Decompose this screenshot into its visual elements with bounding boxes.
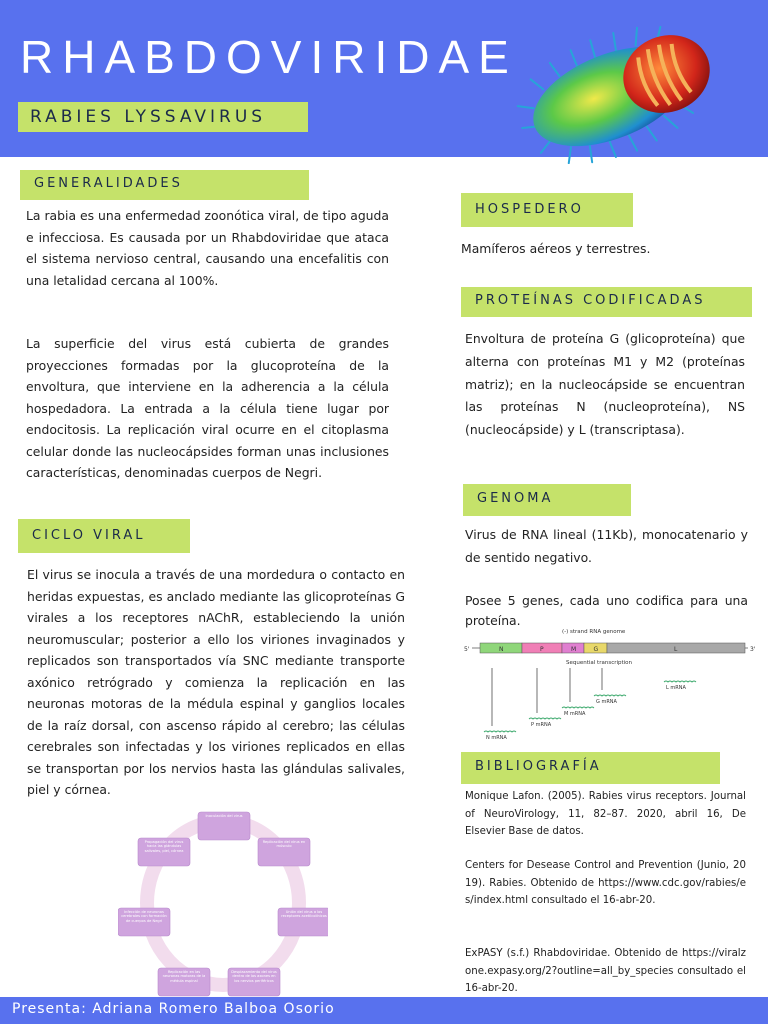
cycle-step-label: Infección de neuronas cerebrales con formación de cuerpos de Negri — [121, 910, 167, 923]
bibliography-entry-2: Centers for Desease Control and Prevention (Junio, 2019). Rabies. Obtenido de https://www.cdc.gov/rabies/es/index.html consultado el 16-abr-20. — [465, 860, 746, 906]
genoma-paragraph-2: Posee 5 genes, cada uno codifica para una proteína. — [465, 593, 748, 628]
section-label-proteinas — [461, 287, 752, 317]
section-title: HOSPEDERO — [475, 202, 584, 217]
mrna-label: N mRNA — [486, 735, 507, 741]
cycle-step-label: Replicación del virus en músculo — [262, 840, 306, 849]
strand-label: (-) strand RNA genome — [562, 629, 626, 635]
section-label-bibliografia — [461, 752, 720, 784]
section-title: GENERALIDADES — [34, 176, 183, 191]
gene-label-g: G — [593, 646, 599, 653]
rabies-virus-illustration — [510, 14, 735, 164]
cycle-step-label: Replicación en las neuronas motoras de la médula espinal — [162, 970, 206, 983]
gene-label-p: P — [540, 646, 544, 653]
mrna-strand — [484, 731, 516, 732]
section-title: CICLO VIRAL — [32, 528, 146, 543]
generalidades-paragraph-1: La rabia es una enfermedad zoonótica viral, de tipo aguda e infecciosa. Es causada por un Rhabdoviridae que ataca el sistema nervioso central, causando una encefalitis con una letalidad cercana al 100%. — [26, 208, 389, 288]
gene-label-m: M — [571, 646, 577, 653]
section-title: GENOMA — [477, 491, 554, 506]
proteinas-paragraph: Envoltura de proteína G (glicoproteína) que alterna con proteínas M1 y M2 (proteínas matriz); en la nucleocápside se encuentran las proteínas N (nucleoproteína), NS (nucleocápside) y L (transcriptasa). — [465, 331, 745, 438]
cycle-step-label: Inoculación del virus — [205, 814, 243, 818]
page-subtitle: RABIES LYSSAVIRUS — [30, 107, 267, 127]
three-prime-label: 3' — [750, 646, 756, 653]
mrna-strand — [594, 695, 626, 696]
cycle-step-label: Propagación del virus hacia las glándulas salivales, piel, córnea — [144, 840, 184, 853]
mrna-label: P mRNA — [531, 722, 552, 728]
section-title: PROTEÍNAS CODIFICADAS — [475, 293, 706, 308]
page-title: RHABDOVIRIDAE — [20, 31, 518, 83]
viral-cycle-diagram — [118, 808, 328, 998]
five-prime-label: 5' — [464, 646, 470, 653]
section-label-genoma — [463, 484, 631, 516]
genome-diagram — [462, 624, 762, 754]
mrna-label: L mRNA — [666, 685, 686, 691]
cycle-step-label: Unión del virus a los receptores acetilcolínicos — [281, 910, 327, 919]
subtitle-label-box — [18, 102, 308, 132]
bibliography-entry-1: Monique Lafon. (2005). Rabies virus receptors. Journal of NeuroVirology, 11, 82–87. 2020, abril 16, De Elsevier Base de datos. — [465, 791, 746, 837]
section-title: BIBLIOGRAFÍA — [475, 759, 602, 774]
bibliography-entry-3: ExPASY (s.f.) Rhabdoviridae. Obtenido de https://viralzone.expasy.org/2?outline=all_by_species consultado el 16-abr-20. — [465, 948, 746, 994]
author-credit: Presenta: Adriana Romero Balboa Osorio — [12, 1001, 335, 1017]
section-label-hospedero — [461, 193, 633, 227]
section-label-generalidades — [20, 170, 309, 200]
mrna-label: G mRNA — [596, 699, 617, 705]
section-label-ciclo-viral — [18, 519, 190, 553]
generalidades-paragraph-2: La superficie del virus está cubierta de grandes proyecciones formadas por la glucoproteína de la envoltura, que interviene en la adherencia a la célula hospedadora. La entrada a la célula tiene lugar por endocitosis. La replicación viral ocurre en el citoplasma celular donde las nucleocápsides forman unas inclusiones características, denominadas cuerpos de Negri. — [26, 336, 389, 480]
mrna-strand — [562, 707, 594, 708]
gene-label-n: N — [499, 646, 504, 653]
cycle-step-label: Desplazamiento del virus dentro de los axones en los nervios periféricos — [231, 970, 277, 983]
footer-bar — [0, 997, 768, 1024]
mrna-strand — [664, 681, 696, 682]
mrna-strand — [529, 718, 561, 719]
ciclo-viral-paragraph: El virus se inocula a través de una mordedura o contacto en heridas expuestas, es anclado mediante las glicoproteínas G virales a los receptores nAChR, estableciendo la unión neuromuscular; posterior a ello los viriones invaginados y replicados son transportados vía SNC mediante transporte axónico retrógrado y comienza la replicación en las neuronas motoras de la médula espinal y ganglios locales de la raíz dorsal, con ascenso rápido al cerebro; las células cerebrales son infectadas y los viriones replicados en ellas se transportan por los nervios hasta las glándulas salivales, piel y córnea. — [27, 567, 405, 797]
mrna-label: M mRNA — [564, 711, 586, 717]
hospedero-paragraph: Mamíferos aéreos y terrestres. — [461, 241, 651, 256]
transcription-label: Sequential transcription — [566, 660, 633, 666]
genoma-paragraph-1: Virus de RNA lineal (11Kb), monocatenario y de sentido negativo. — [465, 527, 748, 565]
header-banner — [0, 0, 768, 157]
gene-label-l: L — [674, 646, 678, 653]
